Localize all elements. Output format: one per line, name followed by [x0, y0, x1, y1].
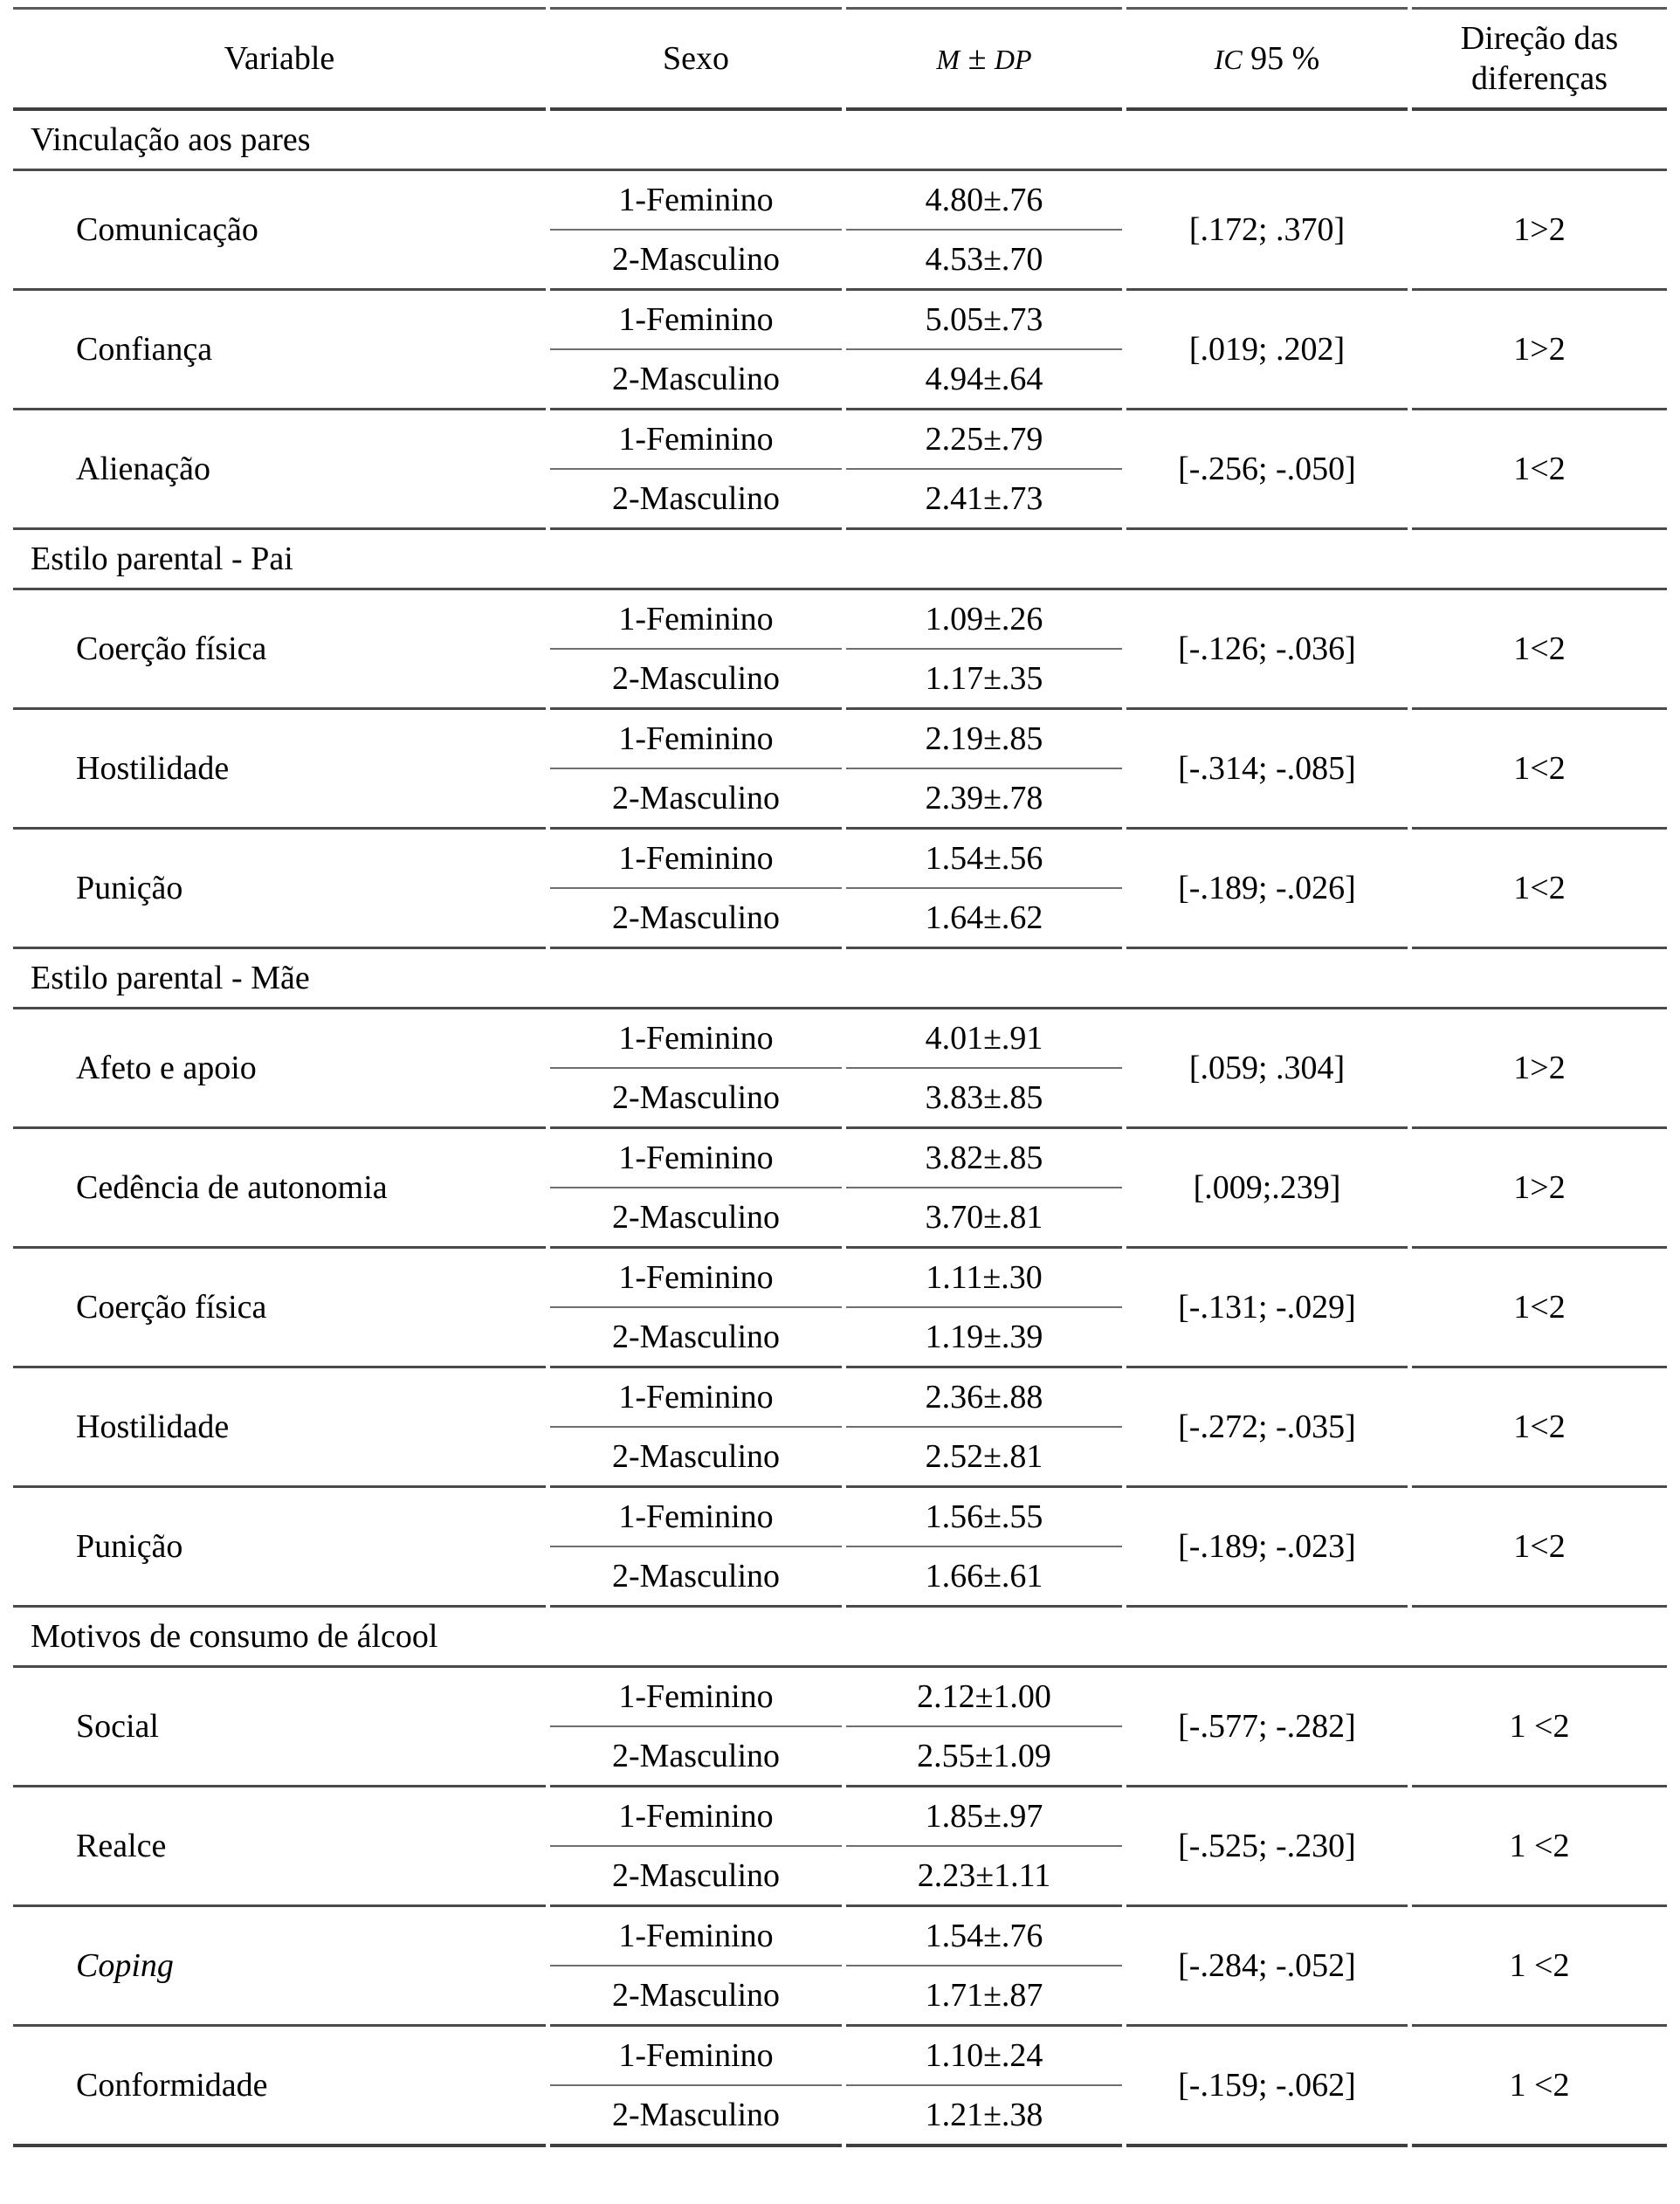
header-variable: Variable	[13, 7, 546, 111]
variable-name: Coping	[13, 1907, 546, 2027]
variable-name: Coerção física	[13, 590, 546, 710]
table-row	[13, 590, 1667, 650]
block-coercao-fisica-pai	[13, 590, 1667, 710]
confidence-interval: [-.159; -.062]	[1126, 2027, 1408, 2147]
sexo-male-label: 2-Masculino	[550, 1188, 842, 1249]
variable-name: Hostilidade	[13, 710, 546, 830]
sexo-male-label: 2-Masculino	[550, 2086, 842, 2147]
sexo-male-label: 2-Masculino	[550, 1966, 842, 2027]
confidence-interval: [-.131; -.029]	[1126, 1249, 1408, 1368]
block-coping	[13, 1907, 1667, 2027]
mean-sd-female: 4.80±.76	[846, 171, 1122, 231]
mean-sd-male: 3.70±.81	[846, 1188, 1122, 1249]
direction-value: 1 <2	[1412, 2027, 1667, 2147]
sexo-male-label: 2-Masculino	[550, 1069, 842, 1129]
variable-name: Hostilidade	[13, 1368, 546, 1488]
confidence-interval: [-.314; -.085]	[1126, 710, 1408, 830]
section-title: Estilo parental - Pai	[13, 530, 1667, 590]
sexo-female-label: 1-Feminino	[550, 1368, 842, 1428]
direction-value: 1>2	[1412, 1129, 1667, 1249]
sexo-male-label: 2-Masculino	[550, 231, 842, 291]
mean-sd-female: 4.01±.91	[846, 1009, 1122, 1069]
header-row	[13, 7, 1667, 111]
mean-sd-female: 5.05±.73	[846, 291, 1122, 350]
sexo-female-label: 1-Feminino	[550, 1009, 842, 1069]
block-cedencia-de-autonomia	[13, 1129, 1667, 1249]
sexo-male-label: 2-Masculino	[550, 350, 842, 410]
sexo-male-label: 2-Masculino	[550, 1547, 842, 1608]
header-ic-pct: 95 %	[1242, 39, 1320, 77]
block-afeto-e-apoio	[13, 1009, 1667, 1129]
variable-name: Afeto e apoio	[13, 1009, 546, 1129]
mean-sd-female: 1.09±.26	[846, 590, 1122, 650]
mean-sd-male: 2.55±1.09	[846, 1727, 1122, 1787]
section-title: Estilo parental - Mãe	[13, 949, 1667, 1009]
direction-value: 1 <2	[1412, 1907, 1667, 2027]
mean-sd-male: 4.94±.64	[846, 350, 1122, 410]
sexo-male-label: 2-Masculino	[550, 1308, 842, 1368]
mean-sd-male: 2.39±.78	[846, 769, 1122, 830]
block-punicao-pai	[13, 830, 1667, 949]
sexo-female-label: 1-Feminino	[550, 410, 842, 470]
mean-sd-male: 2.41±.73	[846, 470, 1122, 530]
header-sexo: Sexo	[550, 7, 842, 111]
sexo-male-label: 2-Masculino	[550, 470, 842, 530]
mean-sd-female: 2.19±.85	[846, 710, 1122, 769]
section-estilo-parental-mae	[13, 949, 1667, 1009]
table-row	[13, 710, 1667, 769]
sexo-female-label: 1-Feminino	[550, 1488, 842, 1547]
mean-sd-female: 1.54±.76	[846, 1907, 1122, 1966]
confidence-interval: [-.189; -.026]	[1126, 830, 1408, 949]
table-header	[13, 7, 1667, 111]
block-social	[13, 1668, 1667, 1787]
mean-sd-female: 2.12±1.00	[846, 1668, 1122, 1727]
results-table	[9, 7, 1671, 2147]
direction-value: 1<2	[1412, 1368, 1667, 1488]
confidence-interval: [-.256; -.050]	[1126, 410, 1408, 530]
variable-name: Punição	[13, 830, 546, 949]
block-hostilidade-mae	[13, 1368, 1667, 1488]
table-row	[13, 1907, 1667, 1966]
table-row	[13, 1368, 1667, 1428]
table-row	[13, 830, 1667, 889]
block-coercao-fisica-mae	[13, 1249, 1667, 1368]
direction-value: 1<2	[1412, 1488, 1667, 1608]
variable-name: Alienação	[13, 410, 546, 530]
variable-name: Confiança	[13, 291, 546, 410]
variable-name: Social	[13, 1668, 546, 1787]
table-row	[13, 1668, 1667, 1727]
direction-value: 1<2	[1412, 410, 1667, 530]
mean-sd-male: 1.64±.62	[846, 889, 1122, 949]
sexo-male-label: 2-Masculino	[550, 1727, 842, 1787]
mean-sd-male: 1.21±.38	[846, 2086, 1122, 2147]
confidence-interval: [.059; .304]	[1126, 1009, 1408, 1129]
direction-value: 1<2	[1412, 1249, 1667, 1368]
block-comunicacao	[13, 171, 1667, 291]
direction-value: 1>2	[1412, 1009, 1667, 1129]
mean-sd-female: 1.56±.55	[846, 1488, 1122, 1547]
variable-name: Cedência de autonomia	[13, 1129, 546, 1249]
confidence-interval: [-.577; -.282]	[1126, 1668, 1408, 1787]
confidence-interval: [-.126; -.036]	[1126, 590, 1408, 710]
sexo-female-label: 1-Feminino	[550, 291, 842, 350]
mean-sd-male: 4.53±.70	[846, 231, 1122, 291]
variable-name: Coerção física	[13, 1249, 546, 1368]
mean-sd-female: 1.54±.56	[846, 830, 1122, 889]
variable-name: Comunicação	[13, 171, 546, 291]
direction-value: 1 <2	[1412, 1668, 1667, 1787]
mean-sd-female: 1.11±.30	[846, 1249, 1122, 1308]
header-ic: IC	[1214, 43, 1243, 75]
block-punicao-mae	[13, 1488, 1667, 1608]
table-row	[13, 291, 1667, 350]
section-title: Vinculação aos pares	[13, 111, 1667, 171]
table-row	[13, 1129, 1667, 1188]
direction-value: 1>2	[1412, 291, 1667, 410]
section-title-row	[13, 1608, 1667, 1668]
mean-sd-female: 1.10±.24	[846, 2027, 1122, 2086]
sexo-female-label: 1-Feminino	[550, 1249, 842, 1308]
confidence-interval: [-.189; -.023]	[1126, 1488, 1408, 1608]
block-conformidade	[13, 2027, 1667, 2147]
block-confianca	[13, 291, 1667, 410]
sexo-male-label: 2-Masculino	[550, 889, 842, 949]
sexo-male-label: 2-Masculino	[550, 1428, 842, 1488]
section-title: Motivos de consumo de álcool	[13, 1608, 1667, 1668]
mean-sd-male: 2.52±.81	[846, 1428, 1122, 1488]
direction-value: 1<2	[1412, 590, 1667, 710]
section-title-row	[13, 949, 1667, 1009]
mean-sd-female: 1.85±.97	[846, 1787, 1122, 1847]
confidence-interval: [.172; .370]	[1126, 171, 1408, 291]
sexo-female-label: 1-Feminino	[550, 171, 842, 231]
mean-sd-female: 2.36±.88	[846, 1368, 1122, 1428]
sexo-female-label: 1-Feminino	[550, 1787, 842, 1847]
mean-sd-male: 1.71±.87	[846, 1966, 1122, 2027]
sexo-female-label: 1-Feminino	[550, 710, 842, 769]
variable-name: Punição	[13, 1488, 546, 1608]
sexo-male-label: 2-Masculino	[550, 1847, 842, 1907]
section-motivos-consumo-alcool	[13, 1608, 1667, 1668]
sexo-female-label: 1-Feminino	[550, 1668, 842, 1727]
table-row	[13, 1488, 1667, 1547]
block-alienacao	[13, 410, 1667, 530]
table-row	[13, 2027, 1667, 2086]
header-direcao: Direção das diferenças	[1412, 7, 1667, 111]
variable-name: Realce	[13, 1787, 546, 1907]
sexo-female-label: 1-Feminino	[550, 830, 842, 889]
mean-sd-male: 1.66±.61	[846, 1547, 1122, 1608]
confidence-interval: [-.525; -.230]	[1126, 1787, 1408, 1907]
mean-sd-male: 3.83±.85	[846, 1069, 1122, 1129]
confidence-interval: [-.284; -.052]	[1126, 1907, 1408, 2027]
mean-sd-male: 1.19±.39	[846, 1308, 1122, 1368]
table-row	[13, 171, 1667, 231]
table-row	[13, 1787, 1667, 1847]
table-row	[13, 1249, 1667, 1308]
mean-sd-male: 2.23±1.11	[846, 1847, 1122, 1907]
table-row	[13, 1009, 1667, 1069]
table-row	[13, 410, 1667, 470]
sexo-female-label: 1-Feminino	[550, 590, 842, 650]
section-title-row	[13, 530, 1667, 590]
header-ic95	[1126, 7, 1408, 111]
direction-value: 1>2	[1412, 171, 1667, 291]
confidence-interval: [-.272; -.035]	[1126, 1368, 1408, 1488]
header-dp: DP	[994, 43, 1032, 75]
variable-name: Conformidade	[13, 2027, 546, 2147]
block-realce	[13, 1787, 1667, 1907]
sexo-male-label: 2-Masculino	[550, 650, 842, 710]
section-title-row	[13, 111, 1667, 171]
mean-sd-female: 2.25±.79	[846, 410, 1122, 470]
mean-sd-female: 3.82±.85	[846, 1129, 1122, 1188]
section-vinculacao-aos-pares	[13, 111, 1667, 171]
section-estilo-parental-pai	[13, 530, 1667, 590]
header-m: M	[936, 43, 960, 75]
direction-value: 1 <2	[1412, 1787, 1667, 1907]
header-m-dp	[846, 7, 1122, 111]
sexo-male-label: 2-Masculino	[550, 769, 842, 830]
confidence-interval: [.019; .202]	[1126, 291, 1408, 410]
block-hostilidade-pai	[13, 710, 1667, 830]
sexo-female-label: 1-Feminino	[550, 2027, 842, 2086]
mean-sd-male: 1.17±.35	[846, 650, 1122, 710]
sexo-female-label: 1-Feminino	[550, 1129, 842, 1188]
direction-value: 1<2	[1412, 830, 1667, 949]
direction-value: 1<2	[1412, 710, 1667, 830]
sexo-female-label: 1-Feminino	[550, 1907, 842, 1966]
header-plusminus: ±	[960, 39, 995, 77]
confidence-interval: [.009;.239]	[1126, 1129, 1408, 1249]
